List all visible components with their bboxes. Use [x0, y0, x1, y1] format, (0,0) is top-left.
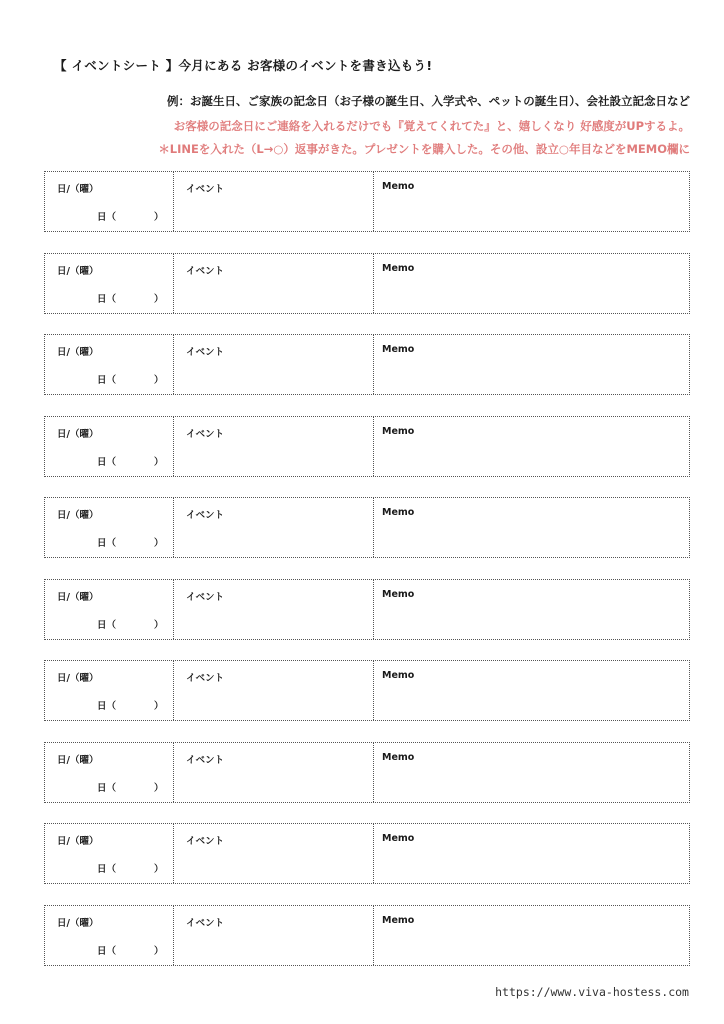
memo-label: Memo — [382, 589, 415, 600]
footer-url[interactable]: https://www.viva-hostess.com — [495, 985, 689, 999]
memo-cell[interactable] — [374, 906, 689, 965]
event-cell[interactable] — [174, 172, 374, 231]
day-label-open: 日（ — [97, 783, 117, 794]
date-cell[interactable] — [45, 498, 174, 557]
date-weekday-label: 日/（曜） — [57, 184, 99, 195]
event-cell[interactable] — [174, 498, 374, 557]
event-label: イベント — [186, 347, 225, 358]
day-label-open: 日（ — [97, 457, 117, 468]
event-label: イベント — [186, 184, 225, 195]
event-label: イベント — [186, 266, 225, 277]
event-cell[interactable] — [174, 661, 374, 720]
event-entry-row — [44, 823, 690, 884]
event-cell[interactable] — [174, 906, 374, 965]
event-cell[interactable] — [174, 417, 374, 476]
day-label — [97, 780, 164, 794]
day-label-close: ） — [154, 294, 164, 305]
date-weekday-label: 日/（曜） — [57, 266, 99, 277]
date-cell[interactable] — [45, 824, 174, 883]
date-weekday-label: 日/（曜） — [57, 592, 99, 603]
event-cell[interactable] — [174, 580, 374, 639]
event-label: イベント — [186, 429, 225, 440]
tip-text: お客様の記念日にご連絡を入れるだけでも『覚えてくれてた』と、嬉しくなり 好感度がUPするよ。 — [173, 119, 690, 133]
event-entry-row — [44, 579, 690, 640]
event-label: イベント — [186, 918, 225, 929]
day-label — [97, 861, 164, 875]
example-text: 例：お誕生日、ご家族の記念日（お子様の誕生日、入学式や、ペットの誕生日）、会社設立記念日など — [166, 94, 690, 108]
event-entry-row — [44, 742, 690, 803]
day-label-close: ） — [154, 701, 164, 712]
memo-label: Memo — [382, 344, 415, 355]
memo-cell[interactable] — [374, 824, 689, 883]
event-entry-row — [44, 334, 690, 395]
date-weekday-label: 日/（曜） — [57, 347, 99, 358]
event-entry-row — [44, 905, 690, 966]
date-cell[interactable] — [45, 335, 174, 394]
event-entry-row — [44, 660, 690, 721]
instruction-text: ＊LINEを入れた（L→○）返事がきた。プレゼントを購入した。その他、設立○年目などをMEMO欄に — [158, 142, 690, 156]
day-label-open: 日（ — [97, 946, 117, 957]
event-entry-row — [44, 171, 690, 232]
memo-label: Memo — [382, 507, 415, 518]
day-label-open: 日（ — [97, 538, 117, 549]
memo-label: Memo — [382, 263, 415, 274]
day-label — [97, 698, 164, 712]
memo-label: Memo — [382, 670, 415, 681]
memo-cell[interactable] — [374, 498, 689, 557]
day-label — [97, 535, 164, 549]
event-label: イベント — [186, 592, 225, 603]
event-cell[interactable] — [174, 824, 374, 883]
memo-label: Memo — [382, 752, 415, 763]
day-label — [97, 291, 164, 305]
date-cell[interactable] — [45, 417, 174, 476]
day-label-close: ） — [154, 212, 164, 223]
date-weekday-label: 日/（曜） — [57, 673, 99, 684]
event-cell[interactable] — [174, 335, 374, 394]
memo-cell[interactable] — [374, 254, 689, 313]
day-label-close: ） — [154, 538, 164, 549]
memo-cell[interactable] — [374, 580, 689, 639]
date-weekday-label: 日/（曜） — [57, 836, 99, 847]
event-entry-row — [44, 497, 690, 558]
date-cell[interactable] — [45, 580, 174, 639]
day-label-close: ） — [154, 783, 164, 794]
day-label-close: ） — [154, 620, 164, 631]
date-cell[interactable] — [45, 906, 174, 965]
memo-label: Memo — [382, 426, 415, 437]
date-weekday-label: 日/（曜） — [57, 510, 99, 521]
day-label — [97, 617, 164, 631]
event-label: イベント — [186, 673, 225, 684]
date-cell[interactable] — [45, 661, 174, 720]
memo-cell[interactable] — [374, 172, 689, 231]
day-label-close: ） — [154, 864, 164, 875]
memo-label: Memo — [382, 833, 415, 844]
event-entry-row — [44, 416, 690, 477]
date-cell[interactable] — [45, 254, 174, 313]
day-label-open: 日（ — [97, 864, 117, 875]
event-label: イベント — [186, 755, 225, 766]
day-label — [97, 372, 164, 386]
memo-cell[interactable] — [374, 743, 689, 802]
event-entry-row — [44, 253, 690, 314]
event-label: イベント — [186, 836, 225, 847]
memo-cell[interactable] — [374, 335, 689, 394]
memo-cell[interactable] — [374, 417, 689, 476]
event-cell[interactable] — [174, 254, 374, 313]
day-label-open: 日（ — [97, 294, 117, 305]
day-label — [97, 454, 164, 468]
event-label: イベント — [186, 510, 225, 521]
date-cell[interactable] — [45, 743, 174, 802]
day-label-close: ） — [154, 457, 164, 468]
day-label-open: 日（ — [97, 620, 117, 631]
day-label-open: 日（ — [97, 375, 117, 386]
date-weekday-label: 日/（曜） — [57, 755, 99, 766]
day-label-close: ） — [154, 946, 164, 957]
date-cell[interactable] — [45, 172, 174, 231]
day-label — [97, 209, 164, 223]
date-weekday-label: 日/（曜） — [57, 429, 99, 440]
memo-cell[interactable] — [374, 661, 689, 720]
memo-label: Memo — [382, 915, 415, 926]
day-label — [97, 943, 164, 957]
date-weekday-label: 日/（曜） — [57, 918, 99, 929]
sheet-title: 【 イベントシート 】今月にある お客様のイベントを書き込もう! — [54, 58, 433, 73]
day-label-open: 日（ — [97, 212, 117, 223]
memo-label: Memo — [382, 181, 415, 192]
event-cell[interactable] — [174, 743, 374, 802]
day-label-open: 日（ — [97, 701, 117, 712]
day-label-close: ） — [154, 375, 164, 386]
